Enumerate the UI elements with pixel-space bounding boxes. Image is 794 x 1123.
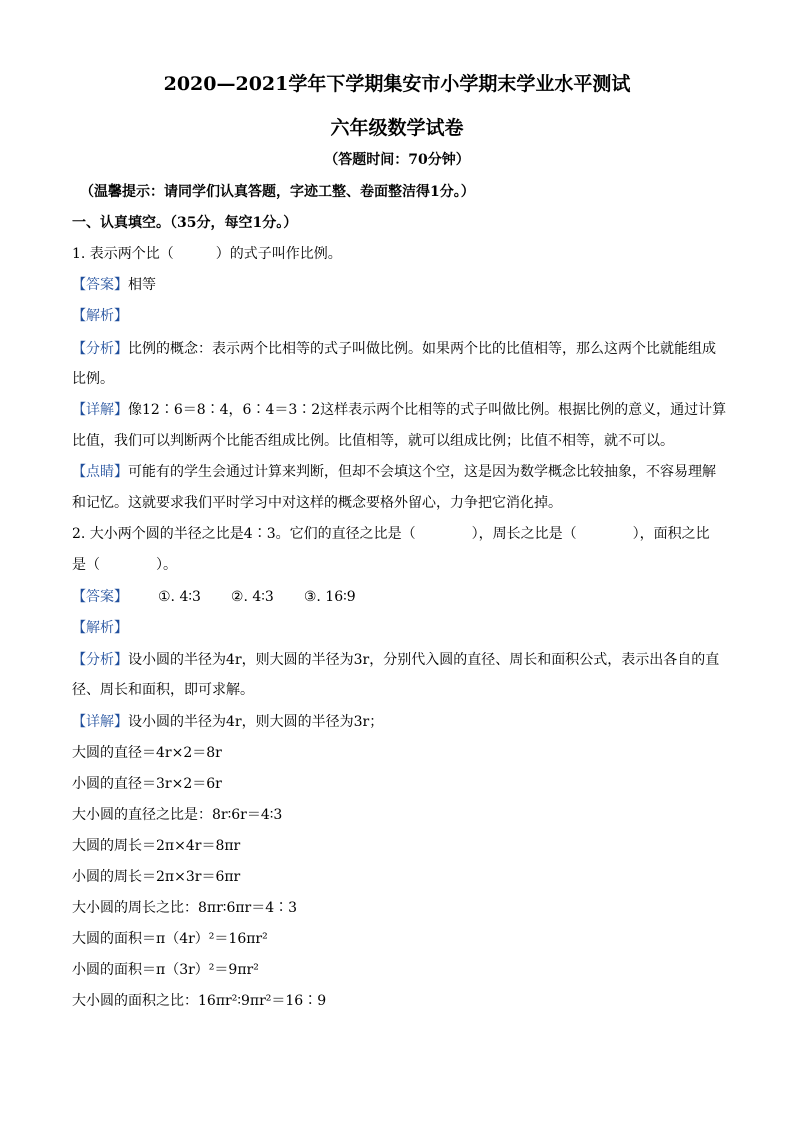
fenxi-tag: 【分析】 bbox=[72, 341, 128, 357]
q1-answer bbox=[72, 275, 156, 295]
q1-question: 1. 表示两个比（ ）的式子叫作比例。 bbox=[72, 246, 342, 262]
q1-dianjing-line1 bbox=[72, 462, 716, 482]
q2-step: 小圆的直径＝3r×2＝6r bbox=[72, 776, 222, 792]
q1-fenxi-text1: 比例的概念：表示两个比相等的式子叫做比例。如果两个比的比值相等，那么这两个比就能组成 bbox=[128, 341, 716, 357]
q2-fenxi-line1 bbox=[72, 650, 719, 670]
q2-answer bbox=[72, 587, 356, 607]
xiangjie-tag: 【详解】 bbox=[72, 402, 128, 418]
exam-title: 2020—2021学年下学期集安市小学期末学业水平测试 bbox=[163, 73, 631, 95]
q2-step: 大小圆的直径之比是：8r∶6r＝4∶3 bbox=[72, 807, 283, 823]
answer-tag: 【答案】 bbox=[72, 589, 128, 605]
exam-subtitle: 六年级数学试卷 bbox=[330, 117, 464, 139]
q2-step: 大小圆的周长之比：8πr∶6πr＝4∶3 bbox=[72, 900, 298, 916]
q2-answer-2: ②. 4∶3 bbox=[230, 589, 274, 605]
q2-step: 大小圆的面积之比：16πr²∶9πr²＝16∶9 bbox=[72, 993, 327, 1009]
q1-dianjing-line2: 和记忆。这就要求我们平时学习中对这样的概念要格外留心，力争把它消化掉。 bbox=[72, 495, 562, 511]
q1-xiangjie-text1: 像12∶6＝8∶4，6∶4＝3∶2这样表示两个比相等的式子叫做比例。根据比例的意义，通过计算 bbox=[128, 402, 727, 418]
q2-fenxi-text1: 设小圆的半径为4r，则大圆的半径为3r，分别代入圆的直径、周长和面积公式，表示出各自的直 bbox=[128, 652, 720, 668]
q2-step: 大圆的直径＝4r×2＝8r bbox=[72, 745, 222, 761]
q2-step: 小圆的周长＝2π×3r＝6πr bbox=[72, 869, 241, 885]
q1-fenxi-line1 bbox=[72, 339, 716, 359]
q1-xiangjie-line2: 比值，我们可以判断两个比能否组成比例。比值相等，就可以组成比例；比值不相等，就不可以。 bbox=[72, 433, 674, 449]
q1-fenxi-line2: 比例。 bbox=[72, 371, 114, 387]
exam-reminder: （温馨提示：请同学们认真答题，字迹工整、卷面整洁得1分。） bbox=[80, 184, 475, 200]
exam-time: （答题时间：70分钟） bbox=[324, 152, 470, 168]
q2-jiexi-tag: 【解析】 bbox=[72, 620, 128, 636]
section-heading: 一、认真填空。（35分，每空1分。） bbox=[72, 215, 298, 231]
q1-answer-text: 相等 bbox=[128, 277, 156, 293]
dianjing-tag: 【点睛】 bbox=[72, 464, 128, 480]
xiangjie-tag: 【详解】 bbox=[72, 714, 128, 730]
q2-step: 大圆的周长＝2π×4r＝8πr bbox=[72, 838, 241, 854]
q2-xiangjie-text1: 设小圆的半径为4r，则大圆的半径为3r； bbox=[128, 714, 384, 730]
q1-dianjing-text1: 可能有的学生会通过计算来判断，但却不会填这个空，这是因为数学概念比较抽象，不容易理解 bbox=[128, 464, 716, 480]
answer-tag: 【答案】 bbox=[72, 277, 128, 293]
q2-step: 小圆的面积＝π（3r）²＝9πr² bbox=[72, 962, 259, 978]
q2-step: 大圆的面积＝π（4r）²＝16πr² bbox=[72, 931, 268, 947]
q2-answer-1: ①. 4∶3 bbox=[158, 589, 201, 605]
fenxi-tag: 【分析】 bbox=[72, 652, 128, 668]
q2-question-line1: 2. 大小两个圆的半径之比是4∶3。它们的直径之比是（ ），周长之比是（ ），面积之比 bbox=[72, 526, 710, 542]
q1-xiangjie-line1 bbox=[72, 400, 726, 420]
q2-answer-3: ③. 16∶9 bbox=[303, 589, 356, 605]
q2-fenxi-line2: 径、周长和面积，即可求解。 bbox=[72, 682, 254, 698]
q2-question-line2: 是（ ）。 bbox=[72, 557, 177, 573]
q1-jiexi-tag: 【解析】 bbox=[72, 308, 128, 324]
q2-xiangjie-line1 bbox=[72, 712, 383, 732]
